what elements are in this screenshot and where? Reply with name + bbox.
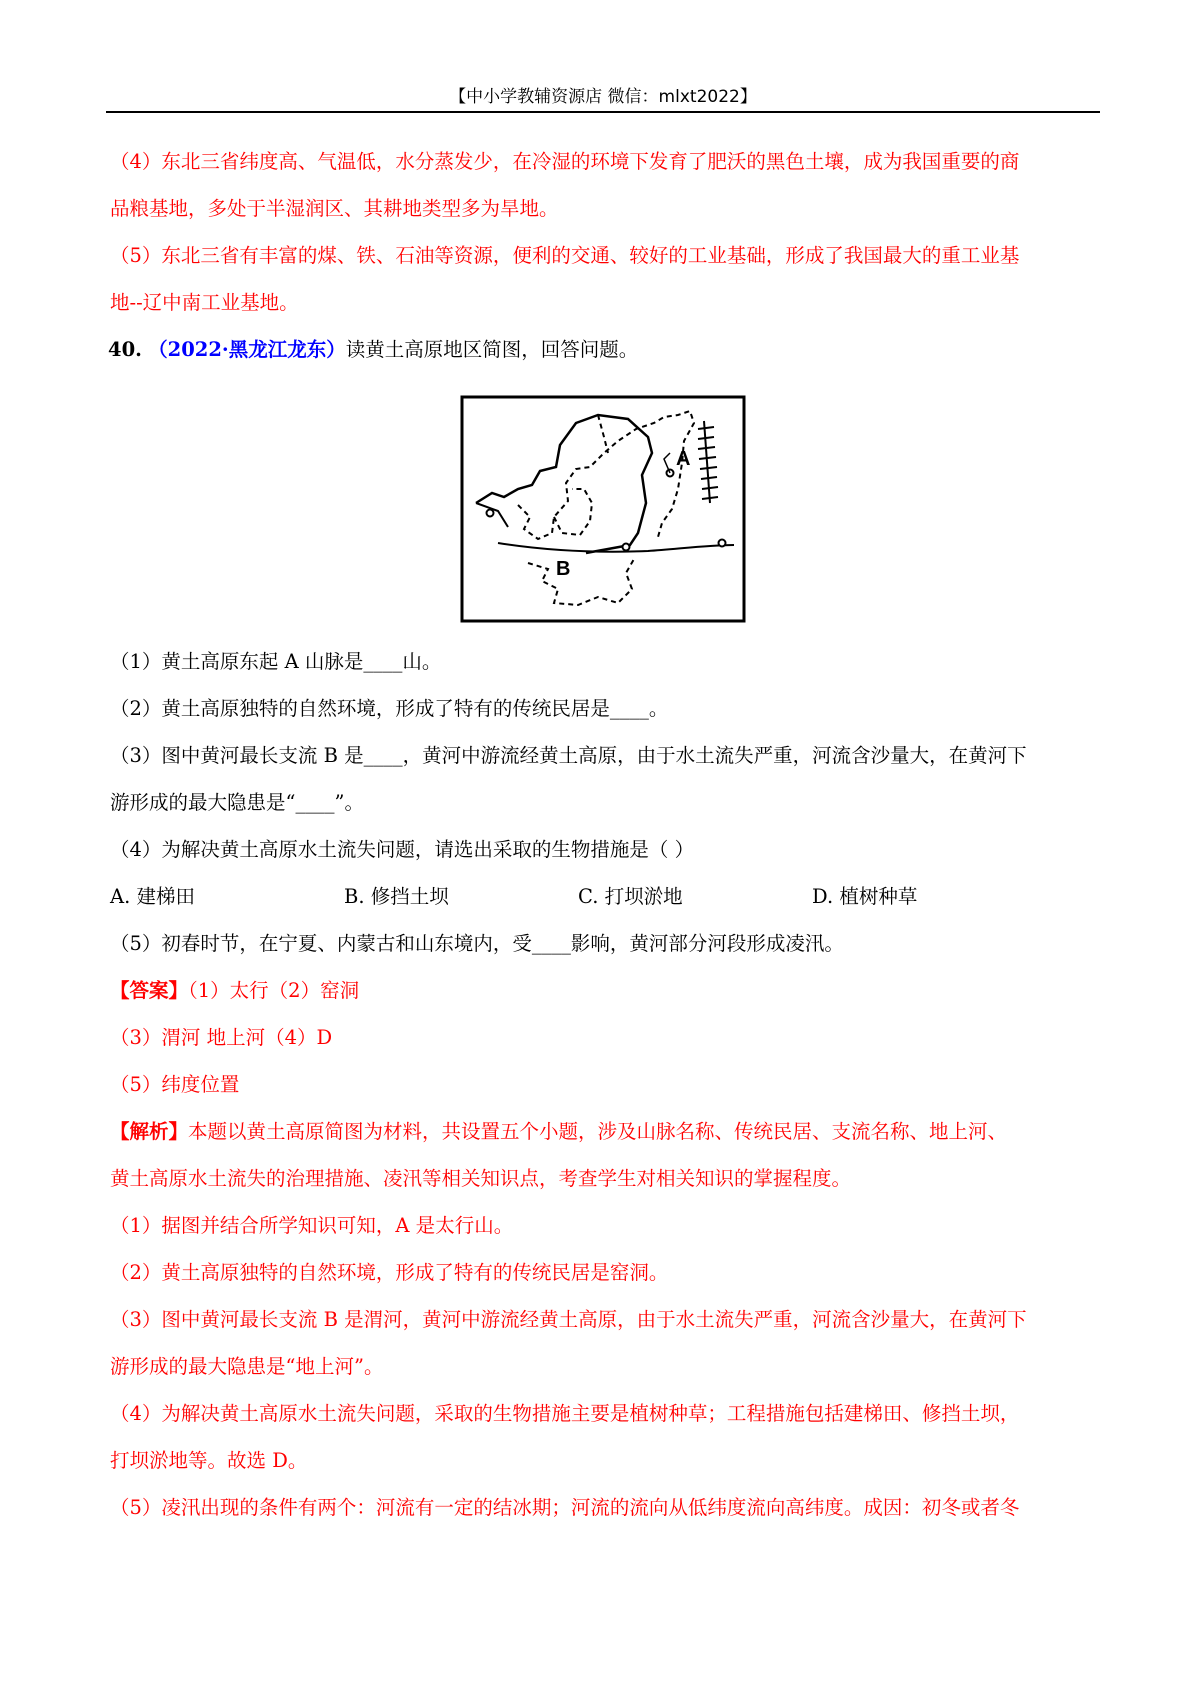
option-d: D. 植树种草: [812, 885, 918, 908]
question-number: 40.: [108, 338, 142, 361]
analysis-intro-text: 本题以黄土高原简图为材料，共设置五个小题，涉及山脉名称、传统民居、支流名称、地上河、: [188, 1120, 1008, 1143]
city-marker: [719, 540, 726, 547]
prev-analysis-5-line2: 地--辽中南工业基地。: [110, 291, 299, 314]
map-label-b: B: [556, 558, 571, 580]
map-label-a: A: [676, 448, 691, 470]
header-divider: [106, 111, 1100, 113]
option-b: B. 修挡土坝: [344, 885, 449, 908]
answer-line3: （5）纬度位置: [110, 1073, 240, 1096]
answer-line2: （3）渭河 地上河（4）D: [110, 1026, 333, 1049]
answer-line1: [110, 977, 359, 1005]
sub-question-4: （4）为解决黄土高原水土流失问题，请选出采取的生物措施是（ ）: [110, 838, 695, 861]
analysis-1: （1）据图并结合所学知识可知，A 是太行山。: [110, 1214, 514, 1237]
answer-label: 【答案】: [110, 979, 189, 1002]
question-source: （2022·黑龙江龙东）: [148, 338, 346, 361]
analysis-2: （2）黄土高原独特的自然环境，形成了特有的传统民居是窑洞。: [110, 1261, 669, 1284]
sub-question-2: （2）黄土高原独特的自然环境，形成了特有的传统民居是____。: [110, 697, 669, 720]
analysis-3-line2: 游形成的最大隐患是“地上河”。: [110, 1355, 384, 1378]
sub-question-3-line2: 游形成的最大隐患是“____”。: [110, 791, 364, 814]
sub-question-5: （5）初春时节，在宁夏、内蒙古和山东境内，受____影响，黄河部分河段形成凌汛。: [110, 932, 844, 955]
analysis-4-line2: 打坝淤地等。故选 D。: [110, 1449, 308, 1472]
option-a: A. 建梯田: [110, 885, 195, 908]
analysis-label: 【解析】: [110, 1120, 189, 1143]
analysis-intro-line2: 黄土高原水土流失的治理措施、凌汛等相关知识点，考查学生对相关知识的掌握程度。: [110, 1167, 852, 1190]
loess-plateau-map: [458, 393, 748, 625]
question-stem: 读黄土高原地区简图，回答问题。: [345, 338, 639, 361]
city-marker: [487, 510, 494, 517]
answer-text-1: （1）太行（2）窑洞: [188, 979, 360, 1002]
prev-analysis-4-line1: （4）东北三省纬度高、气温低，水分蒸发少，在冷湿的环境下发育了肥沃的黑色土壤，成为我国重要的商: [110, 150, 1020, 173]
page-header: 【中小学教辅资源店 微信：mlxt2022】: [449, 87, 757, 107]
analysis-3-line1: （3）图中黄河最长支流 B 是渭河，黄河中游流经黄土高原，由于水土流失严重，河流含沙量大，在黄河下: [110, 1308, 1027, 1331]
analysis-5-line1: （5）凌汛出现的条件有两个：河流有一定的结冰期；河流的流向从低纬度流向高纬度。成因：初冬或者冬: [110, 1496, 1020, 1519]
prev-analysis-4-line2: 品粮基地，多处于半湿润区、其耕地类型多为旱地。: [110, 197, 559, 220]
map-frame: [462, 397, 744, 621]
analysis-intro-line1: [110, 1118, 1007, 1146]
option-c: C. 打坝淤地: [578, 885, 683, 908]
sub-question-3-line1: （3）图中黄河最长支流 B 是____，黄河中游流经黄土高原，由于水土流失严重，河流含沙量大，在黄河下: [110, 744, 1027, 767]
city-marker: [623, 544, 630, 551]
analysis-4-line1: （4）为解决黄土高原水土流失问题，采取的生物措施主要是植树种草；工程措施包括建梯田、修挡土坝，: [110, 1402, 1020, 1425]
sub-question-1: （1）黄土高原东起 A 山脉是____山。: [110, 650, 442, 673]
question-title: [108, 336, 638, 364]
prev-analysis-5-line1: （5）东北三省有丰富的煤、铁、石油等资源，便利的交通、较好的工业基础，形成了我国最大的重工业基: [110, 244, 1020, 267]
